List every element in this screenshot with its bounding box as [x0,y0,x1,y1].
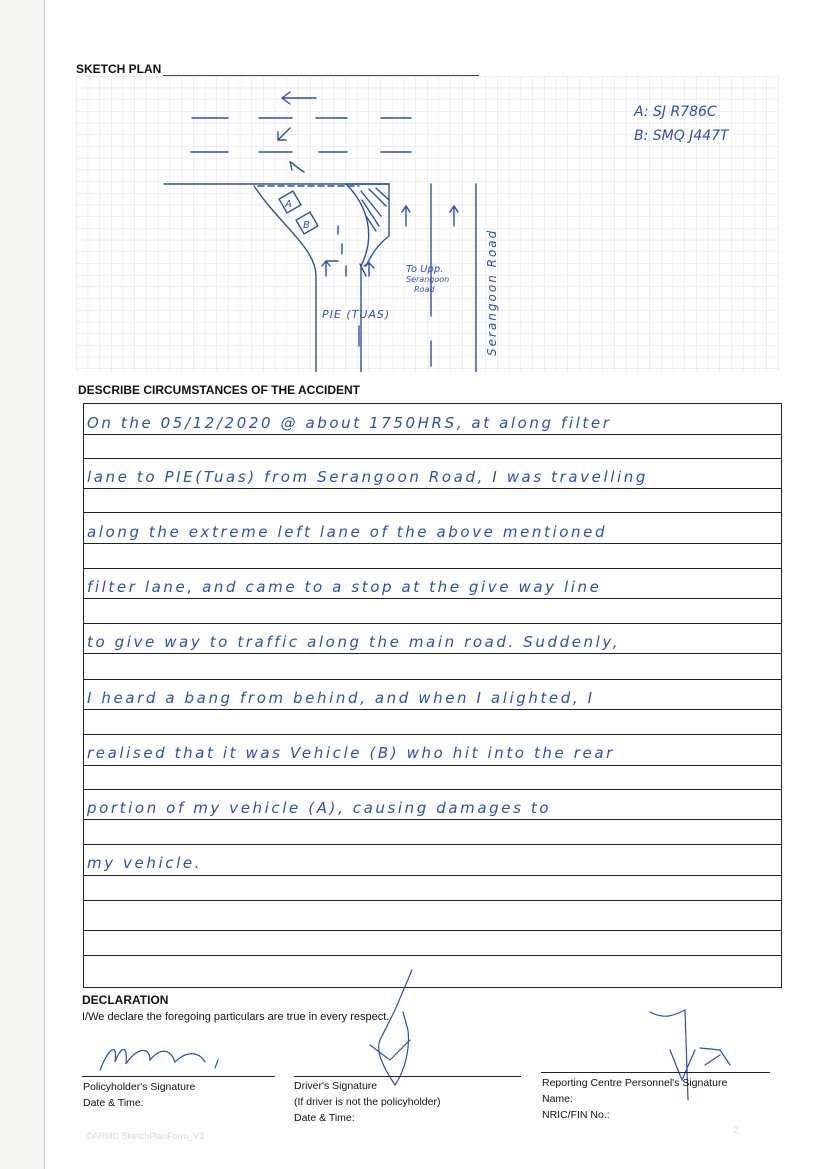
circumstance-line-5: to give way to traffic along the main road. Suddenly, [87,633,621,651]
circumstance-line-1: On the 05/12/2020 @ about 1750HRS, at along filter [87,414,612,432]
circumstance-line-9: my vehicle. [87,854,203,872]
policyholder-signature-mark [100,1049,218,1070]
driver-signature-line [294,1076,521,1077]
policyholder-signature-label: Policyholder's Signature [83,1081,196,1093]
serangoon-small-label: Serangoon [406,275,450,284]
reporting-name-label: Name: [542,1093,573,1105]
circumstance-line-8: portion of my vehicle (A), causing damages to [87,799,552,817]
sketch-plan-heading: SKETCH PLAN [76,62,162,76]
circumstance-line-6: I heard a bang from behind, and when I alighted, I [87,689,595,707]
pie-tuas-label: PIE (TUAS) [322,308,391,321]
driver-signature-mark [370,970,412,1085]
road-small-label: Road [414,285,435,294]
vehicle-a-id: A: SJ R786C [634,104,717,120]
driver-signature-label: Driver's Signature [294,1080,378,1092]
page-number: 2 [733,1125,739,1135]
policyholder-signature-line [82,1076,275,1077]
driver-note-label: (If driver is not the policyholder) [294,1096,441,1108]
reporting-signature-label: Reporting Centre Personnel's Signature [542,1077,728,1089]
serangoon-road-label: Serangoon Road [485,228,499,356]
reporting-block [542,1075,727,1123]
declaration-text: I/We declare the foregoing particulars are true in every respect. [82,1011,390,1023]
policyholder-date-label: Date & Time: [83,1097,144,1109]
to-upp-label: To Upp. [406,264,444,275]
reporting-signature-line [541,1072,770,1073]
circumstance-line-2: lane to PIE(Tuas) from Serangoon Road, I was travelling [87,468,649,486]
vehicle-b-label: B [303,220,310,231]
vehicle-a-label: A [285,199,292,210]
circumstance-line-7: realised that it was Vehicle (B) who hit into the rear [87,744,615,762]
circumstance-line-4: filter lane, and came to a stop at the give way line [87,578,602,596]
circumstance-line-3: along the extreme left lane of the above mentioned [87,523,608,541]
vehicle-b-id: B: SMQ J447T [634,128,729,144]
circumstances-heading: DESCRIBE CIRCUMSTANCES OF THE ACCIDENT [78,383,361,397]
reporting-nric-label: NRIC/FIN No.: [542,1109,610,1121]
declaration-heading: DECLARATION [82,993,169,1007]
driver-block [294,1078,440,1126]
driver-date-label: Date & Time: [294,1112,355,1124]
policyholder-block [83,1079,195,1111]
form-id-footer: ©ARMC SketchPlanForm_V3 [86,1131,205,1141]
